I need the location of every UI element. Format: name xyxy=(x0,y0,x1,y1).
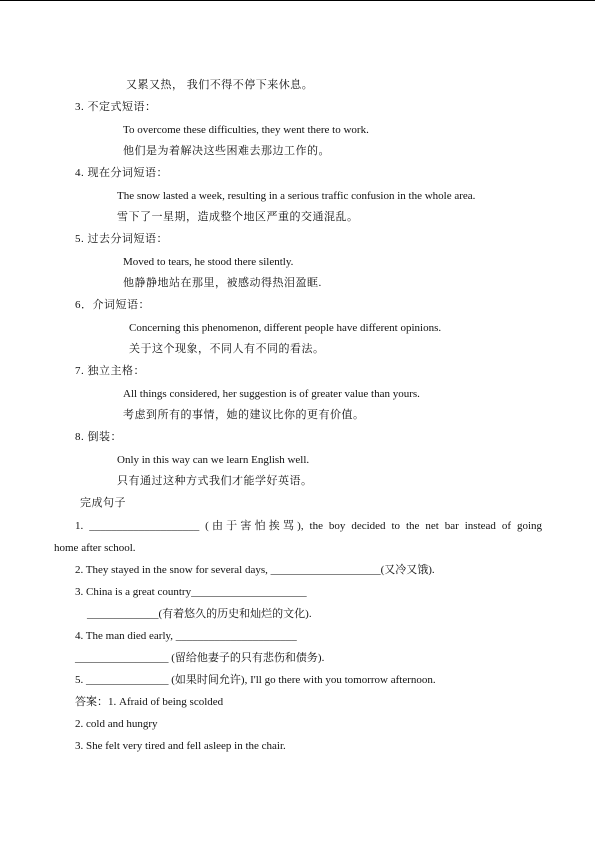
question-3-line-1: 3. China is a great country_____________________ xyxy=(75,586,307,598)
question-4-line-1: 4. The man died early, ______________________ xyxy=(75,630,297,642)
answer-1: 答案：1. Afraid of being scolded xyxy=(75,696,224,708)
question-1-line-2: home after school. xyxy=(54,542,136,554)
heading-inversion: 8. 倒装： xyxy=(75,431,122,443)
example-5-english: Moved to tears, he stood there silently. xyxy=(123,256,294,268)
example-3-english: To overcome these difficulties, they went there to work. xyxy=(123,124,369,136)
example-6-english: Concerning this phenomenon, different people have different opinions. xyxy=(129,322,442,334)
example-8-english: Only in this way can we learn English well. xyxy=(117,454,310,466)
answer-3: 3. She felt very tired and fell asleep in the chair. xyxy=(75,740,286,752)
example-4-translation: 雪下了一星期，造成整个地区严重的交通混乱。 xyxy=(117,211,359,223)
heading-past-participle-phrase: 5. 过去分词短语： xyxy=(75,233,168,245)
example-7-english: All things considered, her suggestion is of greater value than yours. xyxy=(123,388,420,400)
heading-present-participle-phrase: 4. 现在分词短语： xyxy=(75,167,168,179)
question-1-line-1: 1. ____________________ (由于害怕挨骂), the boy decided to the net bar instead of going xyxy=(75,520,542,532)
section-title-complete-sentences: 完成句子 xyxy=(80,497,126,509)
example-2-translation: 又累又热， 我们不得不停下来休息。 xyxy=(126,79,314,91)
example-8-translation: 只有通过这种方式我们才能学好英语。 xyxy=(117,475,313,487)
heading-prepositional-phrase: 6．介词短语： xyxy=(75,299,150,311)
page-top-border xyxy=(0,0,595,1)
example-5-translation: 他静静地站在那里，被感动得热泪盈眶. xyxy=(123,277,322,289)
example-6-translation: 关于这个现象，不同人有不同的看法。 xyxy=(129,343,325,355)
example-4-english: The snow lasted a week, resulting in a serious traffic confusion in the whole area. xyxy=(117,190,476,202)
question-5: 5. _______________ (如果时间允许), I'll go there with you tomorrow afternoon. xyxy=(75,674,436,686)
example-7-translation: 考虑到所有的事情，她的建议比你的更有价值。 xyxy=(123,409,365,421)
answer-2: 2. cold and hungry xyxy=(75,718,158,730)
question-4-line-2: _________________ (留给他妻子的只有悲伤和债务). xyxy=(75,652,325,664)
heading-infinitive-phrase: 3. 不定式短语： xyxy=(75,101,157,113)
heading-absolute-construction: 7. 独立主格： xyxy=(75,365,145,377)
example-3-translation: 他们是为着解决这些困难去那边工作的。 xyxy=(123,145,330,157)
question-3-line-2: _____________(有着悠久的历史和灿烂的文化). xyxy=(87,608,312,620)
question-2: 2. They stayed in the snow for several days, ____________________(又冷又饿). xyxy=(75,564,435,576)
